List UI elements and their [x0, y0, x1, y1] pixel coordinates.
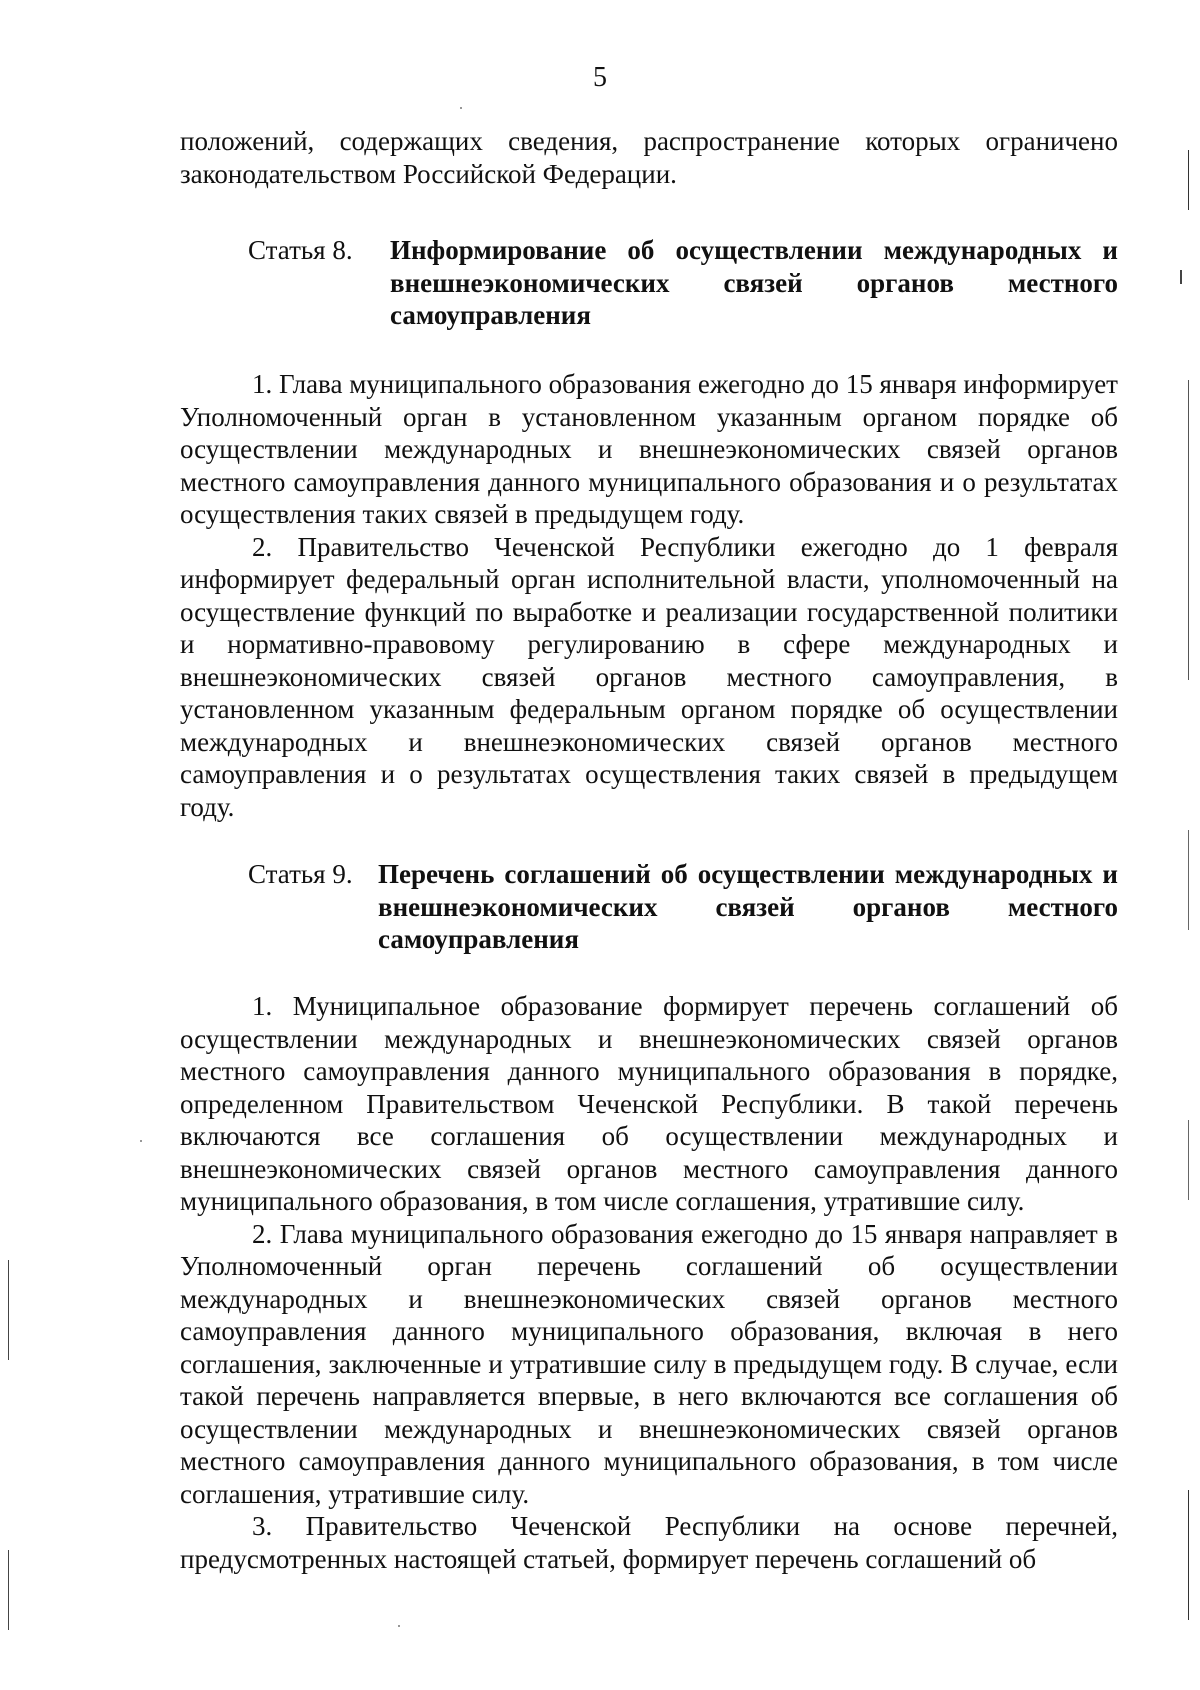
article-8-body [180, 368, 1118, 823]
scan-speck [140, 1140, 142, 1142]
article-8-label: Статья 8. [248, 235, 353, 265]
article-9-paragraph-1: 1. Муниципальное образование формирует перечень соглашений об осуществлении международных и внешнеэкономических связей органов местного самоуправления данного муниципального образования в порядке, определенном Правительством Чеченской Республики. В такой перечень включаются все соглашения об осуществлении международных и внешнеэкономических связей органов местного самоуправления данного муниципального образования, в том числе соглашения, утратившие силу. [180, 991, 1118, 1216]
article-9-body [180, 990, 1118, 1575]
intro-paragraph: положений, содержащих сведения, распространение которых ограничено законодательством Российской Федерации. [180, 126, 1118, 189]
scan-edge-line [1188, 150, 1189, 210]
scan-speck [398, 1625, 400, 1627]
article-9-paragraph-3: 3. Правительство Чеченской Республики на основе перечней, предусмотренных настоящей статьей, формирует перечень соглашений об [180, 1511, 1118, 1574]
scan-edge-mark [1180, 270, 1182, 284]
article-8-title: Информирование об осуществлении международных и внешнеэкономических связей органов местного самоуправления [390, 235, 1118, 330]
scan-edge-line [1188, 380, 1189, 680]
scan-edge-line [1188, 830, 1189, 930]
article-9-paragraph-2: 2. Глава муниципального образования ежегодно до 15 января направляет в Уполномоченный орган перечень соглашений об осуществлении международных и внешнеэкономических связей органов местного самоуправления данного муниципального образования, включая в него соглашения, заключенные и утратившие силу в предыдущем году. В случае, если такой перечень направляется впервые, в него включаются все соглашения об осуществлении международных и внешнеэкономических связей органов местного самоуправления данного муниципального образования, в том числе соглашения, утратившие силу. [180, 1218, 1118, 1509]
article-9-label: Статья 9. [248, 859, 353, 889]
scan-speck [460, 107, 462, 109]
scan-edge-line [1188, 1120, 1189, 1200]
intro-paragraph-block [180, 125, 1118, 190]
article-8-heading [248, 234, 1118, 332]
page-number: 5 [593, 62, 607, 93]
scan-edge-line [8, 1550, 9, 1630]
article-8-paragraph-1: 1. Глава муниципального образования ежегодно до 15 января информирует Уполномоченный орган в установленном указанным органом порядке об осуществлении международных и внешнеэкономических связей органов местного самоуправления данного муниципального образования и о результатах осуществления таких связей в предыдущем году. [180, 369, 1118, 529]
article-9-title: Перечень соглашений об осуществлении международных и внешнеэкономических связей органов местного самоуправления [378, 859, 1118, 954]
scan-edge-line [8, 1260, 9, 1360]
scan-edge-line [1188, 1490, 1189, 1620]
article-8-paragraph-2: 2. Правительство Чеченской Республики ежегодно до 1 февраля информирует федеральный орган исполнительной власти, уполномоченный на осуществление функций по выработке и реализации государственной политики и нормативно-правовому регулированию в сфере международных и внешнеэкономических связей органов местного самоуправления, в установленном указанным федеральным органом порядке об осуществлении международных и внешнеэкономических связей органов местного самоуправления и о результатах осуществления таких связей в предыдущем году. [180, 531, 1118, 822]
article-9-heading [248, 858, 1118, 956]
